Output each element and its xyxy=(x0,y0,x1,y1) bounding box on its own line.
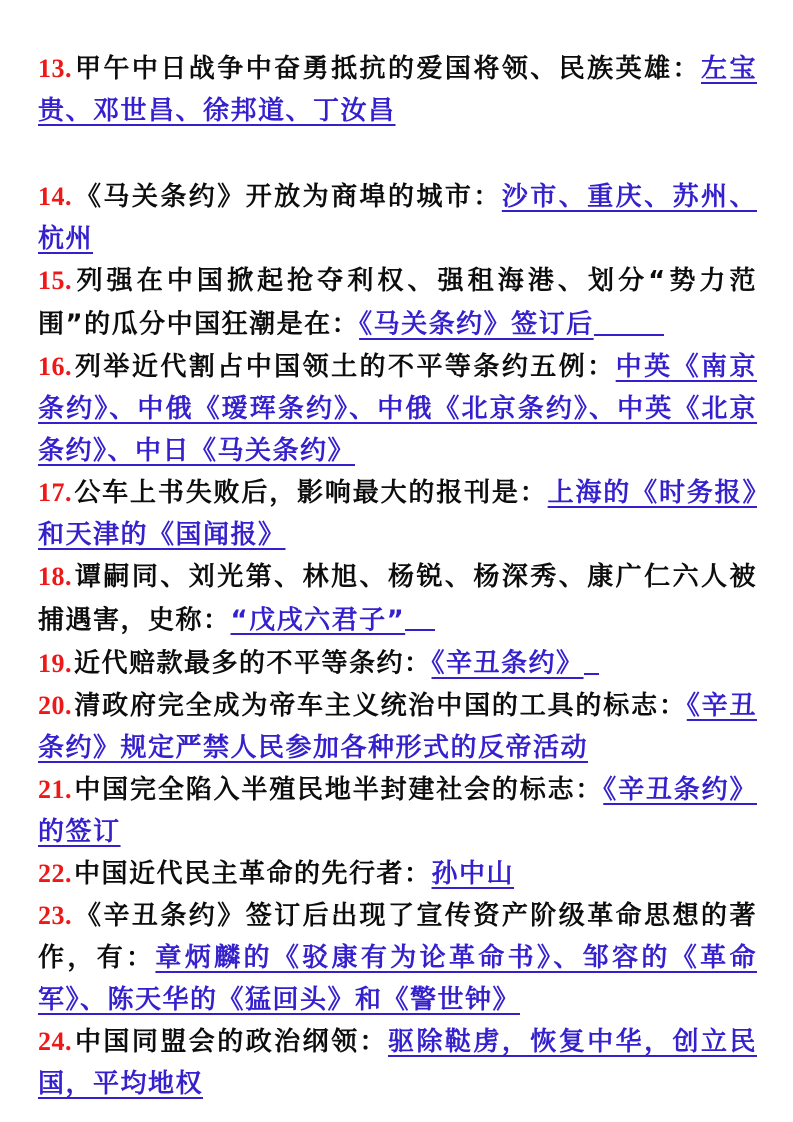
answer-text: 《辛丑条约》规定严禁人民参加各种形式的反帝活动 xyxy=(38,690,757,763)
question-text: 中国近代民主革命的先行者： xyxy=(74,858,432,889)
answer-text: 上海的《时务报》和天津的《国闻报》 xyxy=(38,477,757,550)
item-number: 20. xyxy=(38,690,72,720)
answer-text: 左宝贵、邓世昌、徐邦道、丁汝昌 xyxy=(38,54,757,126)
qa-item-17 xyxy=(38,472,757,556)
item-number: 16. xyxy=(38,351,72,381)
question-text: 甲午中日战争中奋勇抵抗的爱国将领、民族英雄： xyxy=(74,54,702,84)
question-text: 列强在中国掀起抢夺利权、强租海港、划分“势力范围”的瓜分中国狂潮是在： xyxy=(38,266,757,340)
answer-text: 中英《南京条约》、中俄《瑷珲条约》、中俄《北京条约》、中英《北京条约》、中日《马关条约》 xyxy=(38,351,757,466)
qa-item-23 xyxy=(38,895,757,1021)
question-text: 列举近代割占中国领土的不平等条约五例： xyxy=(74,351,616,382)
answer-text: 章炳麟的《驳康有为论革命书》、邹容的《革命军》、陈天华的《猛回头》和《警世钟》 xyxy=(38,942,757,1015)
qa-item-14 xyxy=(38,176,757,260)
qa-item-16 xyxy=(38,346,757,472)
question-text: 近代赔款最多的不平等条约： xyxy=(74,648,432,679)
question-text: 中国完全陷入半殖民地半封建社会的标志： xyxy=(74,774,604,805)
qa-item-19 xyxy=(38,641,757,685)
question-text: 《辛丑条约》签订后出现了宣传资产阶级革命思想的著作，有： xyxy=(38,900,757,973)
answer-text: 孙中山 xyxy=(431,858,515,889)
qa-item-13 xyxy=(38,48,757,132)
answer-text: 《辛丑条约》的签订 xyxy=(38,774,757,847)
answer-text: 驱除鞑虏，恢复中华，创立民国，平均地权 xyxy=(38,1026,757,1099)
answer-text: 沙市、重庆、苏州、杭州 xyxy=(38,182,757,254)
item-number: 24. xyxy=(38,1026,72,1056)
item-number: 19. xyxy=(38,648,72,678)
item-number: 22. xyxy=(38,858,72,888)
item-number: 17. xyxy=(38,477,72,507)
question-text: 公车上书失败后，影响最大的报刊是： xyxy=(74,477,548,508)
item-number: 14. xyxy=(38,182,72,211)
question-text: 《马关条约》开放为商埠的城市： xyxy=(74,182,502,212)
question-text: 谭嗣同、刘光第、林旭、杨锐、杨深秀、康广仁六人被捕遇害，史称： xyxy=(38,561,757,636)
underline-extension xyxy=(584,644,599,675)
item-number: 13. xyxy=(38,54,72,83)
answer-text: 《辛丑条约》 xyxy=(431,648,584,679)
answer-text: 《马关条约》签订后 xyxy=(359,309,594,340)
qa-item-20 xyxy=(38,685,757,769)
question-text: 中国同盟会的政治纲领： xyxy=(74,1026,388,1057)
item-number: 18. xyxy=(38,561,72,591)
qa-item-18 xyxy=(38,556,757,642)
question-text: 清政府完全成为帝车主义统治中国的工具的标志： xyxy=(74,690,687,721)
item-number: 21. xyxy=(38,774,72,804)
qa-item-24 xyxy=(38,1021,757,1105)
answer-text: “戊戌六君子” xyxy=(230,605,406,636)
qa-item-21 xyxy=(38,769,757,853)
qa-item-22 xyxy=(38,853,757,895)
item-number: 23. xyxy=(38,900,72,930)
underline-extension xyxy=(594,305,664,336)
qa-item-15 xyxy=(38,260,757,346)
underline-extension xyxy=(405,601,435,632)
item-number: 15. xyxy=(38,266,72,295)
